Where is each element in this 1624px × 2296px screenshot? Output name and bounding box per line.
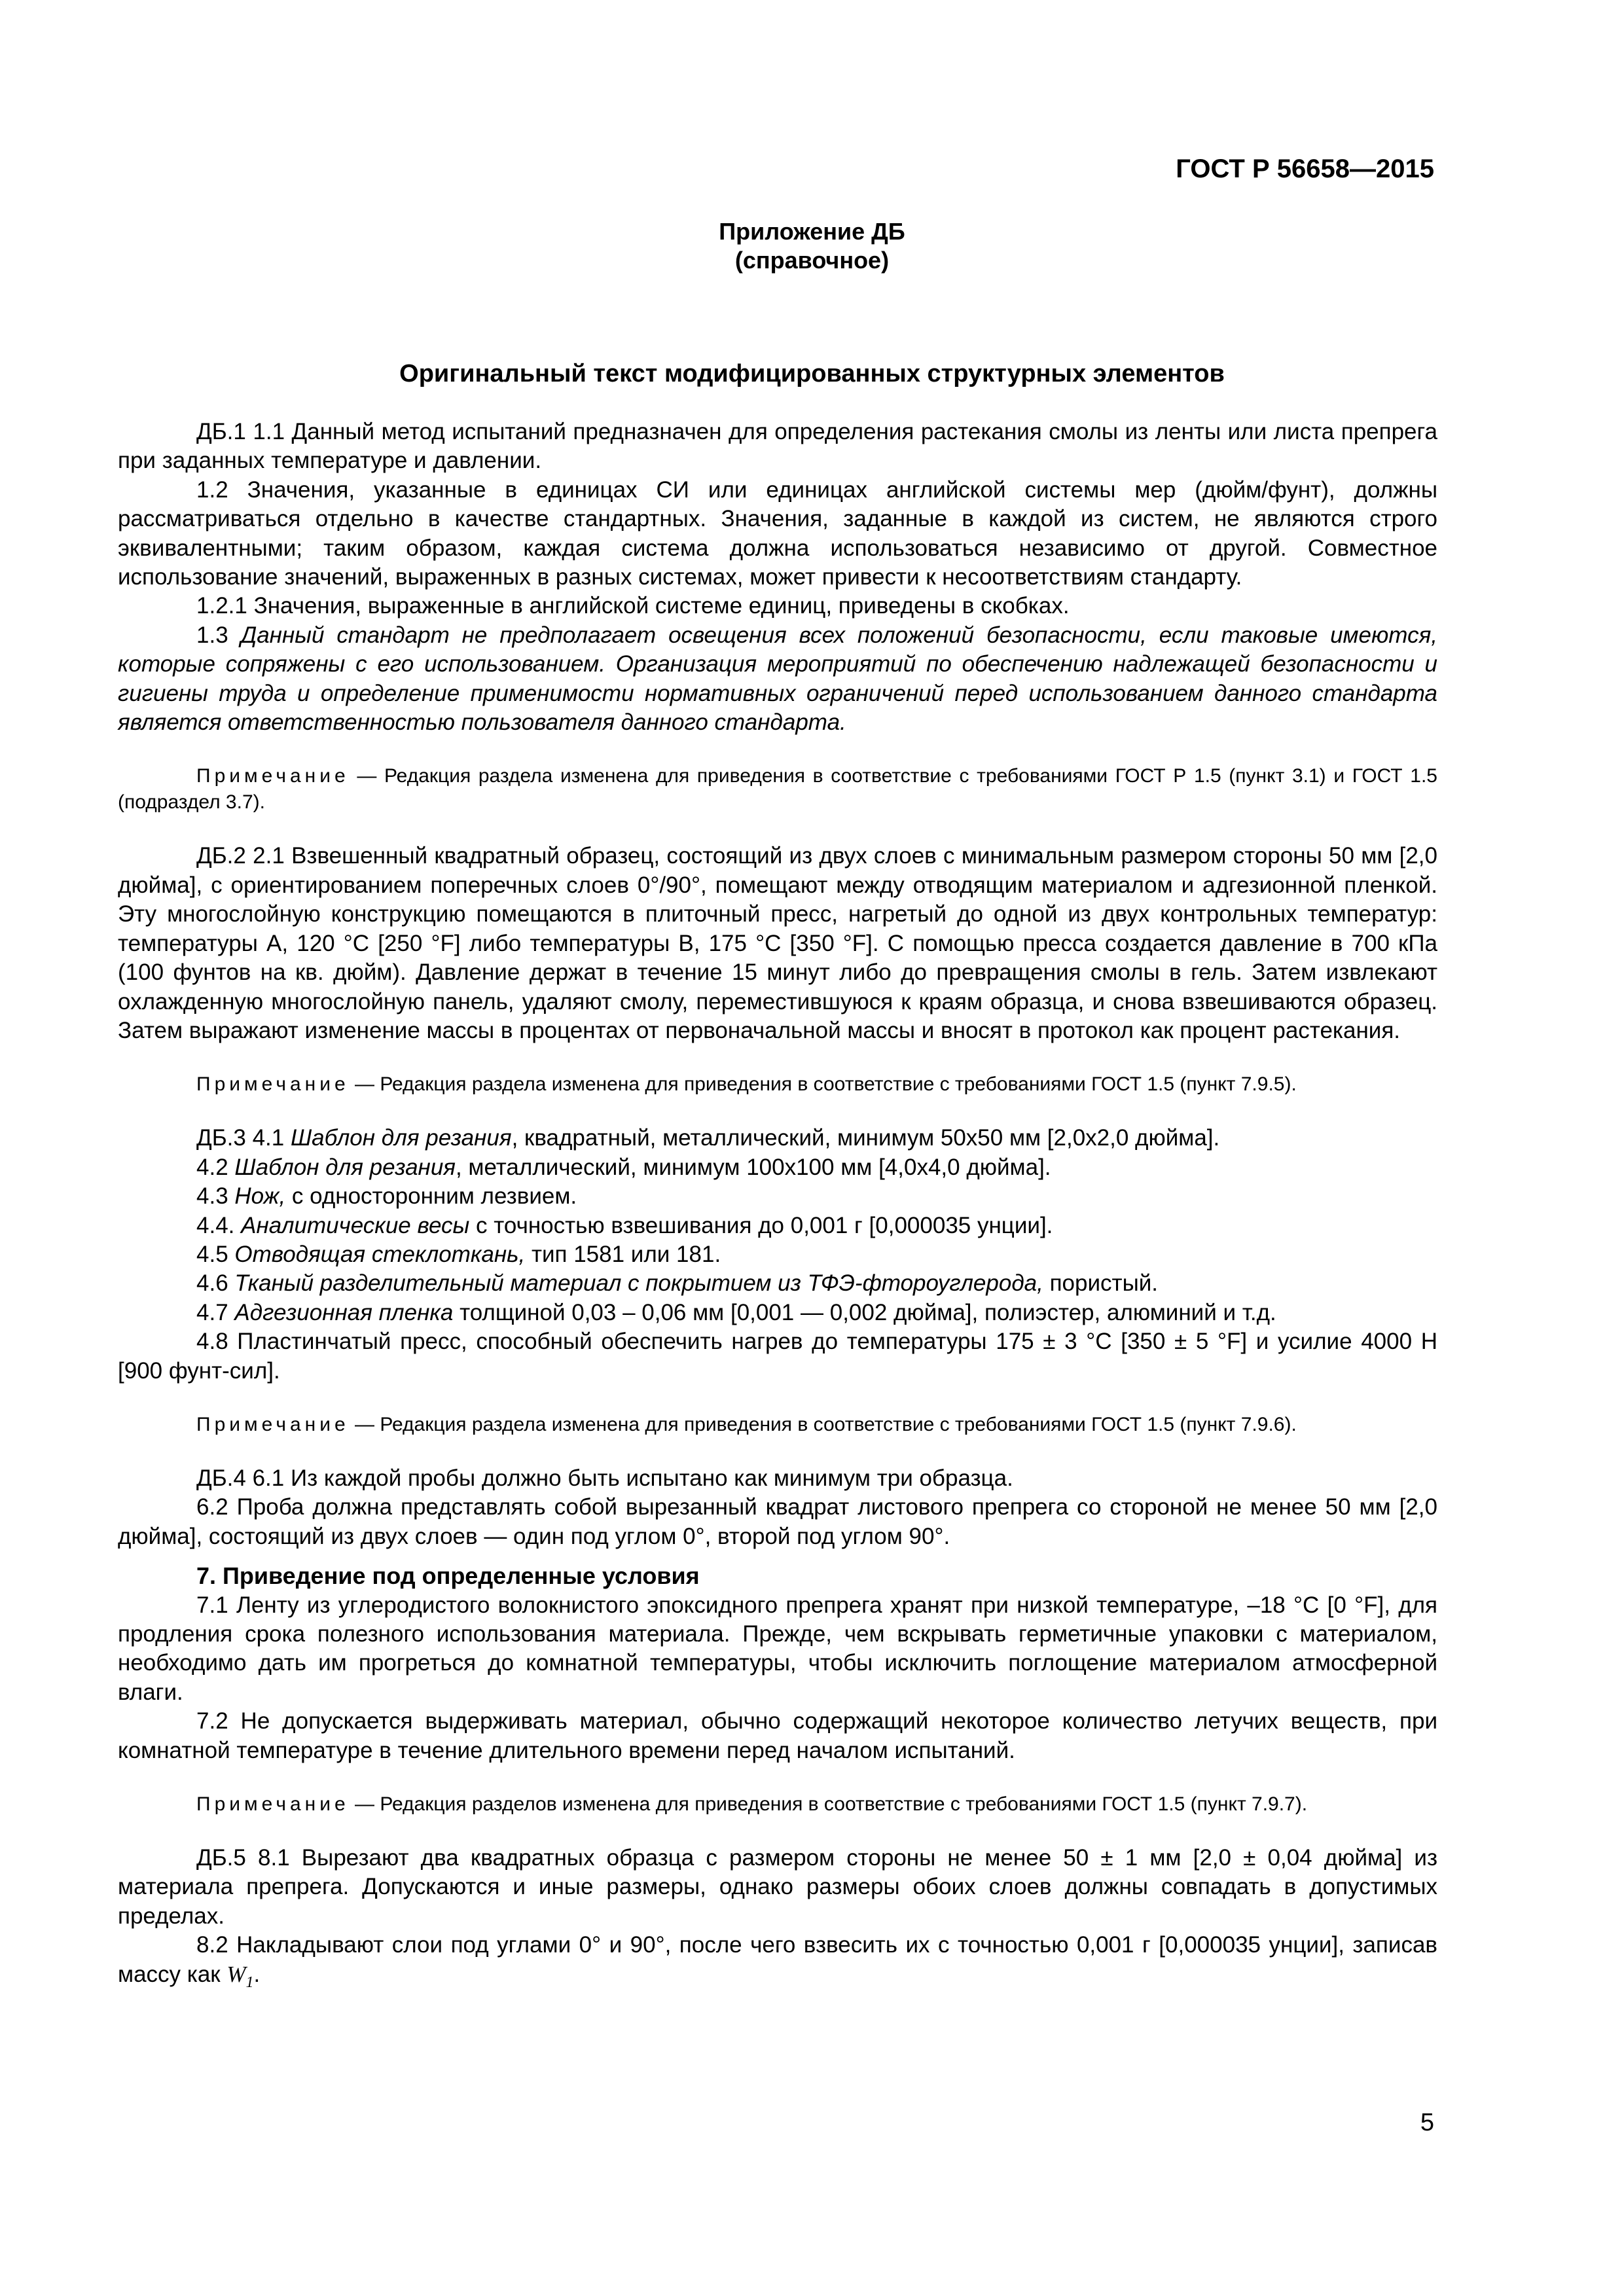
item-term: Аналитические весы (241, 1212, 470, 1238)
item-text: с односторонним лезвием. (285, 1183, 577, 1210)
db3-item-4-4 (118, 1211, 1437, 1240)
db4-paragraph-7-2: 7.2 Не допускается выдерживать материал, обычно содержащий некоторое количество летучих веществ, при комнатной температуре в течение длительного времени перед началом испытаний. (118, 1708, 1437, 1763)
note-label: Примечание (196, 1793, 350, 1816)
mass-variable-subscript: 1 (245, 1973, 254, 1991)
item-term: Тканый разделительный материал с покрытием из ТФЭ-фтороуглерода, (234, 1270, 1043, 1297)
item-number: 4.6 (196, 1270, 235, 1297)
note-label: Примечание (196, 1413, 350, 1435)
note-text: — Редакция раздела изменена для приведения в соответствие с требованиями ГОСТ Р 1.5 (пункт 3.1) и ГОСТ 1.5 (подраздел 3.7). (118, 765, 1437, 814)
db2-note (118, 1071, 1437, 1098)
note-label: Примечание (196, 1073, 350, 1096)
db3-item-4-8: 4.8 Пластинчатый пресс, способный обеспечить нагрев до температуры 175 ± 3 °С [350 ± 5 °F] и усилие 4000 Н [900 фунт-сил]. (118, 1329, 1437, 1384)
item-term: Шаблон для резания (290, 1125, 512, 1151)
db1-note (118, 763, 1437, 816)
annex-title: Приложение ДБ (719, 218, 905, 245)
db1-paragraph-1-1: ДБ.1 1.1 Данный метод испытаний предназначен для определения растекания смолы из ленты или листа препрега при заданных температуре и давлении. (118, 419, 1437, 474)
db3-item-4-5 (118, 1240, 1437, 1269)
note-text: — Редакция раздела изменена для приведения в соответствие с требованиями ГОСТ 1.5 (пункт 7.9.5). (349, 1073, 1297, 1096)
db3-item-4-6 (118, 1269, 1437, 1298)
item-number: 4.2 (196, 1154, 235, 1180)
item-text: тип 1581 или 181. (525, 1241, 721, 1267)
section-heading-7: 7. Приведение под определенные условия (196, 1562, 700, 1590)
note-text: — Редакция разделов изменена для приведения в соответствие с требованиями ГОСТ 1.5 (пункт 7.9.7). (349, 1793, 1308, 1816)
db3-note (118, 1412, 1437, 1438)
item-text: толщиной 0,03 – 0,06 мм [0,001 — 0,002 дюйма], полиэстер, алюминий и т.д. (453, 1299, 1276, 1325)
item-number: ДБ.3 4.1 (196, 1125, 291, 1151)
item-text: , металлический, минимум 100x100 мм [4,0x4,0 дюйма]. (455, 1154, 1051, 1180)
db5-paragraph-8-2 (118, 1931, 1437, 1997)
paragraph-text: 8.2 Накладывают слои под углами 0° и 90°, после чего взвесить их с точностью 0,001 г [0,000035 унции], записав массу как (118, 1932, 1437, 1987)
item-term: Отводящая стеклоткань, (234, 1241, 526, 1267)
item-term: Адгезионная пленка (234, 1299, 454, 1325)
db4-paragraph-7-1: 7.1 Ленту из углеродистого волокнистого эпоксидного препрега хранят при низкой температуре, –18 °С [0 °F], для продления срока полезного использования материала. Прежде, чем вскрывать герметичные упаковки с материалом, необходимо дать им прогреться до комнатной температуры, чтобы исключить поглощение материалом атмосферной влаги. (118, 1592, 1437, 1705)
document-body (118, 418, 1437, 1997)
item-number: 4.5 (196, 1241, 235, 1267)
db1-paragraph-1-3-text: Данный стандарт не предполагает освещения всех положений безопасности, если таковые имеются, которые сопряжены с его использованием. Организация мероприятий по обеспечению надлежащей безопасности и гигиены труда и определение применимости нормативных ограничений перед использованием данного стандарта является ответственностью пользователя данного стандарта. (118, 622, 1437, 736)
item-term: Шаблон для резания (234, 1154, 456, 1180)
db1-paragraph-1-2-1: 1.2.1 Значения, выраженные в английской системе единиц, приведены в скобках. (196, 593, 1070, 619)
db3-item-4-1 (118, 1124, 1437, 1153)
db2-paragraph-2-1: ДБ.2 2.1 Взвешенный квадратный образец, состоящий из двух слоев с минимальным размером стороны 50 мм [2,0 дюйма], с ориентированием поперечных слоев 0°/90°, помещают между отводящим материалом и адгезионной пленкой. Эту многослойную конструкцию помещаются в плиточный пресс, нагретый до одной из двух контрольных температур: температуры А, 120 °С [250 °F] либо температуры В, 175 °С [350 °F]. С помощью пресса создается давление в 700 кПа (100 фунтов на кв. дюйм). Давление держат в течение 15 минут либо до превращения смолы в гель. Затем извлекают охлажденную многослойную панель, удаляют смолу, переместившуюся к краям образца, и снова взвешиваются образец. Затем выражают изменение массы в процентах от первоначальной массы и вносят в протокол как процент растекания. (118, 843, 1437, 1043)
item-text: с точностью взвешивания до 0,001 г [0,000035 унции]. (469, 1212, 1053, 1238)
db1-paragraph-1-3 (118, 621, 1437, 738)
item-text: пористый. (1043, 1270, 1158, 1297)
note-label: Примечание (196, 765, 350, 787)
db4-paragraph-6-1: ДБ.4 6.1 Из каждой пробы должно быть испытано как минимум три образца. (196, 1465, 1013, 1491)
db3-item-4-3 (118, 1182, 1437, 1211)
db5-paragraph-8-1: ДБ.5 8.1 Вырезают два квадратных образца с размером стороны не менее 50 ± 1 мм [2,0 ± 0,04 дюйма] из материала препрега. Допускаются и иные размеры, однако размеры обоих слоев должны совпадать в допустимых пределах. (118, 1845, 1437, 1929)
page-number: 5 (1420, 2109, 1434, 2136)
db3-item-4-7 (118, 1299, 1437, 1327)
db1-paragraph-1-2: 1.2 Значения, указанные в единицах СИ или единицах английской системы мер (дюйм/фунт), должны рассматриваться отдельно в качестве стандартных. Значения, заданные в каждой из систем, не являются строго эквивалентными; таким образом, каждая система должна использоваться независимо от другой. Совместное использование значений, выраженных в разных системах, может привести к несоответствиям стандарту. (118, 476, 1437, 590)
item-number: 4.4. (196, 1212, 242, 1238)
mass-variable: W (226, 1961, 246, 1987)
item-term: Нож, (234, 1183, 286, 1210)
annex-subtitle: (справочное) (734, 247, 890, 274)
note-text: — Редакция раздела изменена для приведения в соответствие с требованиями ГОСТ 1.5 (пункт 7.9.6). (349, 1413, 1297, 1435)
db3-item-4-2 (118, 1153, 1437, 1182)
document-title: Оригинальный текст модифицированных структурных элементов (399, 360, 1225, 387)
db4-paragraph-6-2: 6.2 Проба должна представлять собой вырезанный квадрат листового препрега со стороной не менее 50 мм [2,0 дюйма], состоящий из двух слоев — один под углом 0°, второй под углом 90°. (118, 1494, 1437, 1549)
db1-paragraph-1-3-number: 1.3 (196, 622, 241, 648)
standard-designation: ГОСТ Р 56658—2015 (1176, 154, 1434, 183)
db4-note (118, 1791, 1437, 1818)
item-text: , квадратный, металлический, минимум 50x50 мм [2,0x2,0 дюйма]. (511, 1125, 1220, 1151)
item-number: 4.7 (196, 1299, 235, 1325)
item-number: 4.3 (196, 1183, 235, 1210)
paragraph-end: . (253, 1961, 261, 1987)
